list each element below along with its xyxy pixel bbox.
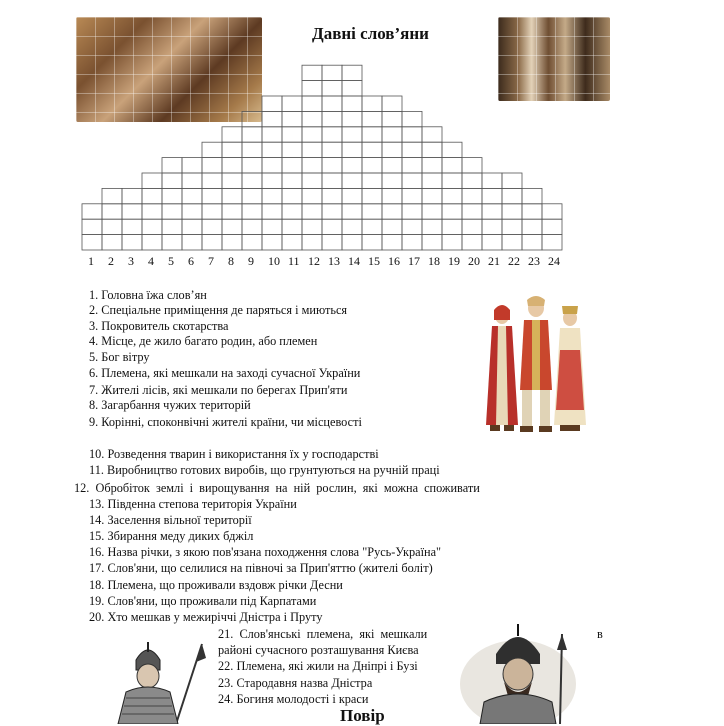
grid-cell[interactable] bbox=[322, 235, 342, 250]
grid-cell[interactable] bbox=[342, 188, 362, 203]
grid-cell[interactable] bbox=[322, 111, 342, 126]
grid-cell[interactable] bbox=[302, 158, 322, 173]
grid-cell[interactable] bbox=[462, 173, 482, 188]
grid-cell[interactable] bbox=[122, 204, 142, 219]
grid-cell[interactable] bbox=[142, 188, 162, 203]
column-number: 7 bbox=[208, 254, 214, 268]
clue-9: 9. Корінні, споконвічні жителі країни, чи місцевості bbox=[89, 415, 362, 429]
grid-cell[interactable] bbox=[142, 204, 162, 219]
grid-cell[interactable] bbox=[282, 127, 302, 142]
column-number: 21 bbox=[488, 254, 500, 268]
grid-cell[interactable] bbox=[202, 204, 222, 219]
grid-cell[interactable] bbox=[322, 96, 342, 111]
column-number: 16 bbox=[388, 254, 400, 268]
grid-cell[interactable] bbox=[242, 235, 262, 250]
clue-3: 3. Покровитель скотарства bbox=[89, 319, 229, 333]
grid-cell[interactable] bbox=[362, 158, 382, 173]
grid-cell[interactable] bbox=[322, 158, 342, 173]
column-number: 19 bbox=[448, 254, 460, 268]
grid-cell[interactable] bbox=[222, 158, 242, 173]
grid-cell[interactable] bbox=[142, 173, 162, 188]
grid-cell[interactable] bbox=[322, 81, 342, 96]
grid-cell[interactable] bbox=[282, 158, 302, 173]
column-number: 20 bbox=[468, 254, 480, 268]
grid-cell[interactable] bbox=[282, 111, 302, 126]
column-number: 2 bbox=[108, 254, 114, 268]
grid-cell[interactable] bbox=[482, 188, 502, 203]
grid-cell[interactable] bbox=[302, 96, 322, 111]
clue-21-word-v: в bbox=[597, 627, 603, 641]
grid-cell[interactable] bbox=[162, 235, 182, 250]
grid-cell[interactable] bbox=[442, 188, 462, 203]
grid-cell[interactable] bbox=[162, 204, 182, 219]
grid-cell[interactable] bbox=[262, 96, 282, 111]
grid-cell[interactable] bbox=[182, 235, 202, 250]
grid-cell[interactable] bbox=[522, 235, 542, 250]
grid-cell[interactable] bbox=[262, 127, 282, 142]
grid-cell[interactable] bbox=[302, 81, 322, 96]
grid-cell[interactable] bbox=[382, 111, 402, 126]
grid-cell[interactable] bbox=[462, 235, 482, 250]
grid-cell[interactable] bbox=[342, 158, 362, 173]
grid-cell[interactable] bbox=[362, 173, 382, 188]
column-number: 6 bbox=[188, 254, 194, 268]
grid-cell[interactable] bbox=[522, 204, 542, 219]
clue-13: 13. Південна степова територія України bbox=[89, 497, 297, 511]
grid-cell[interactable] bbox=[222, 204, 242, 219]
column-number: 9 bbox=[248, 254, 254, 268]
grid-cell[interactable] bbox=[142, 235, 162, 250]
grid-cell[interactable] bbox=[442, 173, 462, 188]
grid-cell[interactable] bbox=[542, 219, 562, 234]
grid-cell[interactable] bbox=[322, 204, 342, 219]
grid-cell[interactable] bbox=[242, 204, 262, 219]
column-number: 10 bbox=[268, 254, 280, 268]
grid-cell[interactable] bbox=[482, 204, 502, 219]
grid-cell[interactable] bbox=[422, 204, 442, 219]
grid-cell[interactable] bbox=[362, 111, 382, 126]
grid-cell[interactable] bbox=[382, 219, 402, 234]
grid-cell[interactable] bbox=[482, 219, 502, 234]
grid-cell[interactable] bbox=[422, 173, 442, 188]
grid-cell[interactable] bbox=[202, 235, 222, 250]
grid-cell[interactable] bbox=[102, 204, 122, 219]
grid-cell[interactable] bbox=[322, 173, 342, 188]
grid-cell[interactable] bbox=[242, 173, 262, 188]
grid-cell[interactable] bbox=[422, 142, 442, 157]
column-number: 18 bbox=[428, 254, 440, 268]
grid-cell[interactable] bbox=[362, 219, 382, 234]
warrior-in-helmet-picture bbox=[458, 624, 582, 724]
column-number: 15 bbox=[368, 254, 380, 268]
grid-cell[interactable] bbox=[402, 219, 422, 234]
grid-cell[interactable] bbox=[222, 188, 242, 203]
grid-cell[interactable] bbox=[322, 219, 342, 234]
column-number: 24 bbox=[548, 254, 560, 268]
grid-cell[interactable] bbox=[422, 188, 442, 203]
grid-cell[interactable] bbox=[242, 127, 262, 142]
grid-cell[interactable] bbox=[402, 158, 422, 173]
grid-cell[interactable] bbox=[162, 219, 182, 234]
grid-cell[interactable] bbox=[402, 235, 422, 250]
column-number: 23 bbox=[528, 254, 540, 268]
grid-cell[interactable] bbox=[362, 235, 382, 250]
grid-cell[interactable] bbox=[502, 173, 522, 188]
grid-cell[interactable] bbox=[182, 204, 202, 219]
clue-21-cont: районі сучасного розташування Києва bbox=[218, 643, 419, 657]
clue-8: 8. Загарбання чужих територій bbox=[89, 398, 251, 412]
grid-cell[interactable] bbox=[382, 173, 402, 188]
column-number: 1 bbox=[88, 254, 94, 268]
grid-cell[interactable] bbox=[282, 173, 302, 188]
column-number: 8 bbox=[228, 254, 234, 268]
grid-cell[interactable] bbox=[382, 127, 402, 142]
grid-cell[interactable] bbox=[462, 158, 482, 173]
grid-cell[interactable] bbox=[382, 96, 402, 111]
grid-cell[interactable] bbox=[522, 188, 542, 203]
grid-cell[interactable] bbox=[282, 235, 302, 250]
clue-6: 6. Племена, які мешкали на заході сучасної України bbox=[89, 366, 361, 380]
grid-cell[interactable] bbox=[362, 127, 382, 142]
grid-cell[interactable] bbox=[382, 235, 402, 250]
grid-cell[interactable] bbox=[162, 173, 182, 188]
grid-cell[interactable] bbox=[222, 142, 242, 157]
page-title: Давні слов’яни bbox=[312, 24, 429, 43]
grid-cell[interactable] bbox=[362, 96, 382, 111]
column-numbers bbox=[0, 254, 724, 270]
grid-cell[interactable] bbox=[182, 158, 202, 173]
clue-20: 20. Хто мешкав у межиріччі Дністра і Пруту bbox=[89, 610, 323, 624]
grid-cell[interactable] bbox=[242, 188, 262, 203]
grid-cell[interactable] bbox=[102, 188, 122, 203]
column-number: 11 bbox=[288, 254, 300, 268]
grid-cell[interactable] bbox=[422, 158, 442, 173]
grid-cell[interactable] bbox=[162, 158, 182, 173]
grid-cell[interactable] bbox=[262, 158, 282, 173]
grid-cell[interactable] bbox=[282, 142, 302, 157]
clue-11: 11. Виробництво готових виробів, що грунтуються на ручній праці bbox=[89, 463, 440, 477]
column-number: 17 bbox=[408, 254, 420, 268]
grid-cell[interactable] bbox=[282, 96, 302, 111]
grid-cell[interactable] bbox=[422, 235, 442, 250]
grid-cell[interactable] bbox=[242, 158, 262, 173]
grid-cell[interactable] bbox=[342, 235, 362, 250]
grid-cell[interactable] bbox=[462, 188, 482, 203]
clue-2: 2. Спеціальне приміщення де паряться і миються bbox=[89, 303, 348, 317]
column-number: 3 bbox=[128, 254, 134, 268]
grid-cell[interactable] bbox=[442, 219, 462, 234]
grid-cell[interactable] bbox=[502, 219, 522, 234]
grid-cell[interactable] bbox=[482, 173, 502, 188]
grid-cell[interactable] bbox=[302, 173, 322, 188]
grid-cell[interactable] bbox=[362, 188, 382, 203]
grid-cell[interactable] bbox=[302, 65, 322, 80]
grid-cell[interactable] bbox=[202, 142, 222, 157]
clue-19: 19. Слов'яни, що проживали під Карпатами bbox=[89, 594, 317, 608]
grid-cell[interactable] bbox=[382, 142, 402, 157]
grid-cell[interactable] bbox=[342, 127, 362, 142]
grid-cell[interactable] bbox=[502, 204, 522, 219]
grid-cell[interactable] bbox=[82, 219, 102, 234]
grid-cell[interactable] bbox=[282, 219, 302, 234]
grid-cell[interactable] bbox=[202, 158, 222, 173]
grid-cell[interactable] bbox=[222, 219, 242, 234]
column-number: 5 bbox=[168, 254, 174, 268]
grid-cell[interactable] bbox=[482, 235, 502, 250]
clue-15: 15. Збирання меду диких бджіл bbox=[89, 529, 254, 543]
grid-cell[interactable] bbox=[362, 204, 382, 219]
clue-12: 12. Обробіток землі і вирощування на ній рослин, які можна споживати bbox=[74, 481, 480, 495]
grid-cell[interactable] bbox=[82, 235, 102, 250]
grid-cell[interactable] bbox=[442, 204, 462, 219]
grid-cell[interactable] bbox=[262, 188, 282, 203]
grid-cell[interactable] bbox=[102, 219, 122, 234]
grid-cell[interactable] bbox=[402, 204, 422, 219]
clue-18: 18. Племена, що проживали вздовж річки Десни bbox=[89, 578, 343, 592]
grid-cell[interactable] bbox=[442, 142, 462, 157]
grid-cell[interactable] bbox=[202, 173, 222, 188]
bottom-heading-fragment: Повір bbox=[340, 706, 385, 725]
grid-cell[interactable] bbox=[382, 158, 402, 173]
grid-cell[interactable] bbox=[382, 204, 402, 219]
grid-cell[interactable] bbox=[342, 204, 362, 219]
grid-cell[interactable] bbox=[222, 173, 242, 188]
grid-cell[interactable] bbox=[382, 188, 402, 203]
grid-cell[interactable] bbox=[122, 188, 142, 203]
grid-cell[interactable] bbox=[122, 235, 142, 250]
grid-cell[interactable] bbox=[242, 219, 262, 234]
grid-cell[interactable] bbox=[442, 158, 462, 173]
clue-17: 17. Слов'яни, що селилися на півночі за Прип'яттю (жителі боліт) bbox=[89, 561, 433, 575]
grid-cell[interactable] bbox=[342, 81, 362, 96]
clue-16: 16. Назва річки, з якою пов'язана походження слова "Русь-Україна" bbox=[89, 545, 442, 559]
clue-4: 4. Місце, де жило багато родин, або племен bbox=[89, 334, 318, 348]
grid-cell[interactable] bbox=[322, 127, 342, 142]
grid-cell[interactable] bbox=[102, 235, 122, 250]
grid-cell[interactable] bbox=[82, 204, 102, 219]
grid-cell[interactable] bbox=[342, 111, 362, 126]
grid-cell[interactable] bbox=[202, 188, 222, 203]
grid-cell[interactable] bbox=[302, 235, 322, 250]
grid-cell[interactable] bbox=[402, 111, 422, 126]
clue-24: 24. Богиня молодості і краси bbox=[218, 692, 369, 706]
column-number: 13 bbox=[328, 254, 340, 268]
grid-cell[interactable] bbox=[522, 219, 542, 234]
grid-cell[interactable] bbox=[262, 142, 282, 157]
grid-cell[interactable] bbox=[282, 204, 302, 219]
column-number: 22 bbox=[508, 254, 520, 268]
grid-cell[interactable] bbox=[242, 142, 262, 157]
clue-5: 5. Бог вітру bbox=[89, 350, 150, 364]
clue-7: 7. Жителі лісів, які мешкали по берегах Прип'яти bbox=[89, 383, 348, 397]
grid-cell[interactable] bbox=[502, 235, 522, 250]
clue-1: 1. Головна їжа слов’ян bbox=[89, 288, 207, 302]
grid-cell[interactable] bbox=[142, 219, 162, 234]
grid-cell[interactable] bbox=[422, 127, 442, 142]
grid-cell[interactable] bbox=[362, 142, 382, 157]
grid-cell[interactable] bbox=[182, 188, 202, 203]
grid-cell[interactable] bbox=[262, 235, 282, 250]
clue-22: 22. Племена, які жили на Дніпрі і Бузі bbox=[218, 659, 418, 673]
grid-cell[interactable] bbox=[262, 204, 282, 219]
slavic-people-picture bbox=[480, 290, 592, 438]
grid-cell[interactable] bbox=[342, 96, 362, 111]
grid-cell[interactable] bbox=[342, 65, 362, 80]
grid-cell[interactable] bbox=[402, 127, 422, 142]
grid-cell[interactable] bbox=[402, 173, 422, 188]
clue-14: 14. Заселення вільної території bbox=[89, 513, 252, 527]
grid-cell[interactable] bbox=[342, 219, 362, 234]
grid-cell[interactable] bbox=[222, 127, 242, 142]
grid-cell[interactable] bbox=[202, 219, 222, 234]
column-number: 14 bbox=[348, 254, 360, 268]
grid-cell[interactable] bbox=[462, 204, 482, 219]
grid-cell[interactable] bbox=[422, 219, 442, 234]
grid-cell[interactable] bbox=[262, 111, 282, 126]
grid-cell[interactable] bbox=[542, 235, 562, 250]
grid-cell[interactable] bbox=[322, 188, 342, 203]
grid-cell[interactable] bbox=[122, 219, 142, 234]
grid-cell[interactable] bbox=[342, 142, 362, 157]
grid-cell[interactable] bbox=[442, 235, 462, 250]
grid-cell[interactable] bbox=[302, 127, 322, 142]
grid-cell[interactable] bbox=[222, 235, 242, 250]
clue-10: 10. Розведення тварин і використання їх у господарстві bbox=[89, 447, 379, 461]
grid-cell[interactable] bbox=[262, 219, 282, 234]
clue-21: 21. Слов'янські племена, які мешкали bbox=[218, 627, 428, 641]
grid-cell[interactable] bbox=[542, 204, 562, 219]
grid-cell[interactable] bbox=[302, 204, 322, 219]
column-number: 4 bbox=[148, 254, 154, 268]
grid-cell[interactable] bbox=[302, 142, 322, 157]
grid-cell[interactable] bbox=[302, 111, 322, 126]
warrior-with-spear-picture bbox=[106, 640, 208, 724]
grid-cell[interactable] bbox=[182, 219, 202, 234]
grid-cell[interactable] bbox=[302, 188, 322, 203]
grid-cell[interactable] bbox=[322, 65, 342, 80]
clue-23: 23. Стародавня назва Дністра bbox=[218, 676, 373, 690]
grid-cell[interactable] bbox=[402, 188, 422, 203]
grid-cell[interactable] bbox=[282, 188, 302, 203]
grid-cell[interactable] bbox=[182, 173, 202, 188]
grid-cell[interactable] bbox=[162, 188, 182, 203]
grid-cell[interactable] bbox=[302, 219, 322, 234]
grid-cell[interactable] bbox=[262, 173, 282, 188]
grid-cell[interactable] bbox=[502, 188, 522, 203]
grid-cell[interactable] bbox=[242, 111, 262, 126]
crossword-grid bbox=[0, 0, 724, 260]
grid-cell[interactable] bbox=[462, 219, 482, 234]
grid-cell[interactable] bbox=[322, 142, 342, 157]
grid-cell[interactable] bbox=[342, 173, 362, 188]
column-number: 12 bbox=[308, 254, 320, 268]
grid-cell[interactable] bbox=[402, 142, 422, 157]
